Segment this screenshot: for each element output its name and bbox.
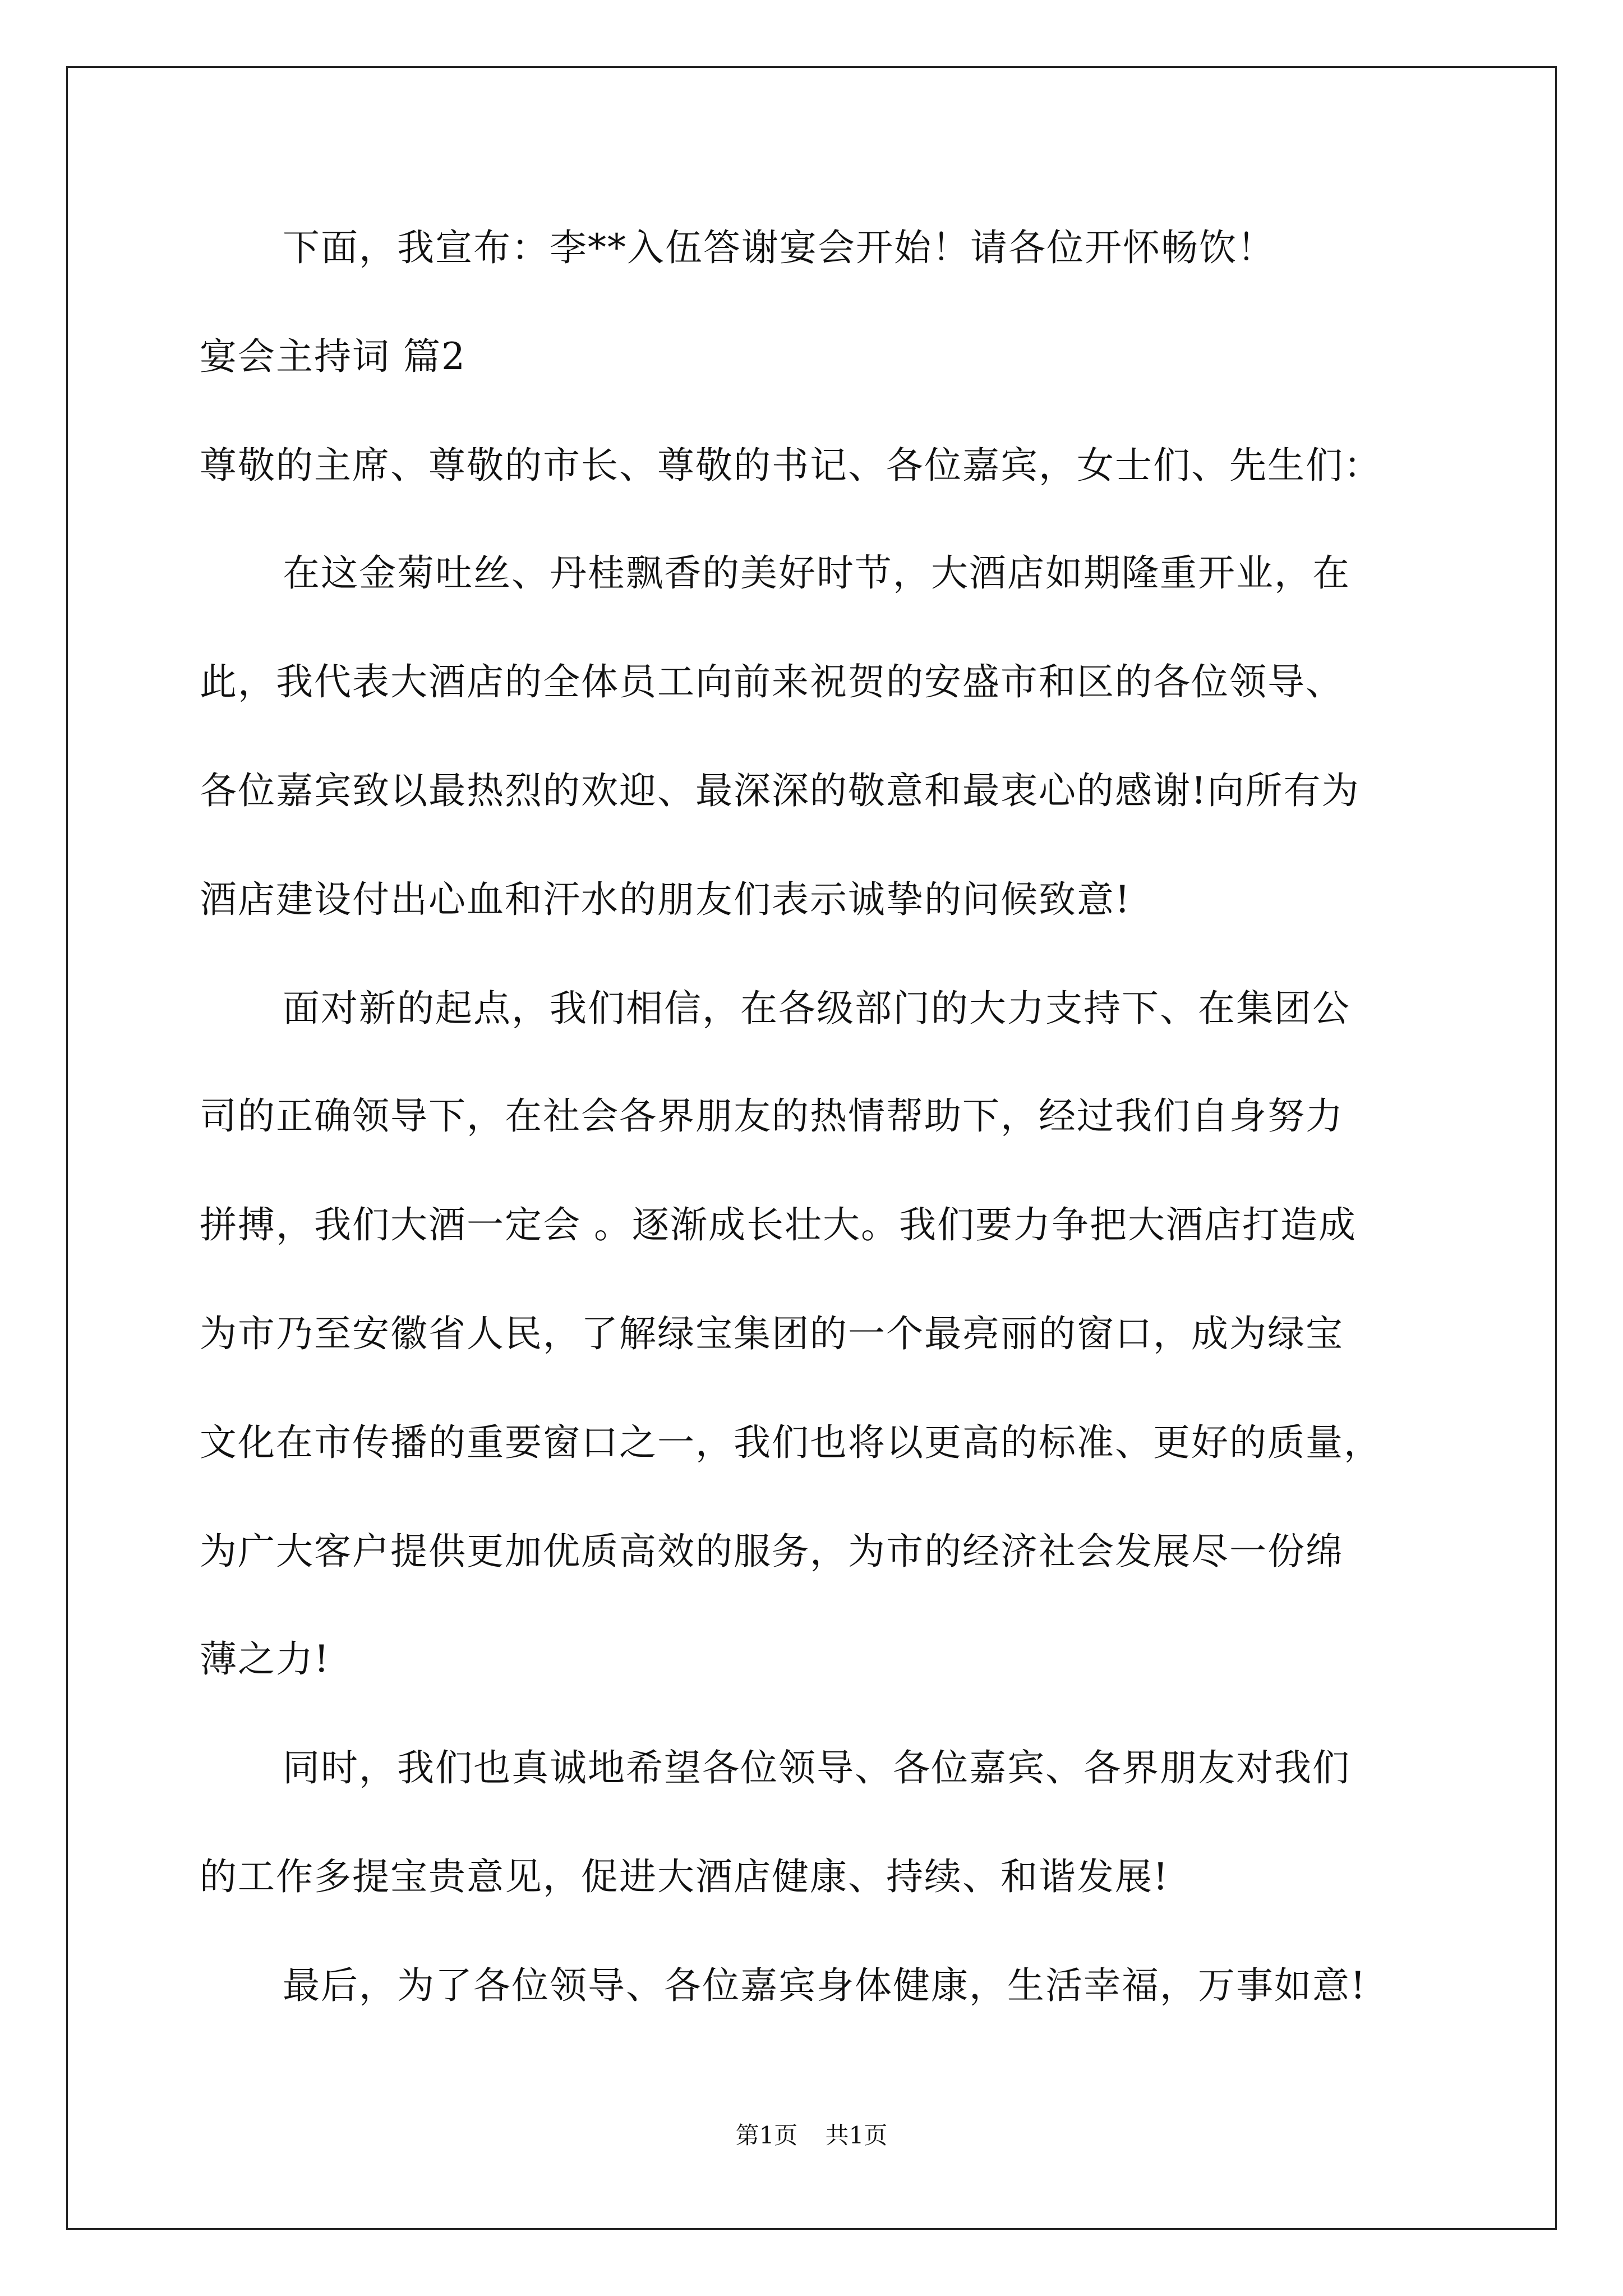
paragraph-line: 文化在市传播的重要窗口之一，我们也将以更高的标准、更好的质量，	[200, 1421, 1382, 1464]
paragraph-line: 为市乃至安徽省人民，了解绿宝集团的一个最亮丽的窗口，成为绿宝	[200, 1312, 1344, 1355]
paragraph-line: 司的正确领导下，在社会各界朋友的热情帮助下，经过我们自身努力	[200, 1094, 1344, 1138]
paragraph-line: 下面，我宣布：李**入伍答谢宴会开始！请各位开怀畅饮！	[283, 226, 1275, 269]
salutation-line: 尊敬的主席、尊敬的市长、尊敬的书记、各位嘉宾，女士们、先生们：	[200, 444, 1382, 487]
page-number-current: 第1页	[735, 2122, 798, 2149]
page-border	[66, 66, 1557, 2230]
paragraph-line: 的工作多提宝贵意见，促进大酒店健康、持续、和谐发展!	[200, 1855, 1169, 1898]
paragraph-line: 面对新的起点，我们相信，在各级部门的大力支持下、在集团公	[283, 987, 1350, 1030]
paragraph-line: 在这金菊吐丝、丹桂飘香的美好时节，大酒店如期隆重开业，在	[283, 551, 1350, 595]
section-heading: 宴会主持词 篇2	[200, 335, 466, 378]
paragraph-line: 同时，我们也真诚地希望各位领导、各位嘉宾、各界朋友对我们	[283, 1746, 1350, 1789]
page-number-total: 共1页	[825, 2122, 888, 2149]
paragraph-line: 最后，为了各位领导、各位嘉宾身体健康，生活幸福，万事如意!	[283, 1964, 1367, 2007]
paragraph-line: 为广大客户提供更加优质高效的服务，为市的经济社会发展尽一份绵	[200, 1530, 1344, 1573]
paragraph-line: 各位嘉宾致以最热烈的欢迎、最深深的敬意和最衷心的感谢!向所有为	[200, 769, 1360, 812]
paragraph-line: 此，我代表大酒店的全体员工向前来祝贺的安盛市和区的各位领导、	[200, 660, 1344, 703]
paragraph-line: 酒店建设付出心血和汗水的朋友们表示诚挚的问候致意!	[200, 878, 1131, 921]
page-footer	[0, 2122, 1623, 2150]
paragraph-line: 薄之力!	[200, 1637, 330, 1681]
paragraph-line: 拼搏，我们大酒一定会 。逐渐成长壮大。我们要力争把大酒店打造成	[200, 1203, 1357, 1246]
